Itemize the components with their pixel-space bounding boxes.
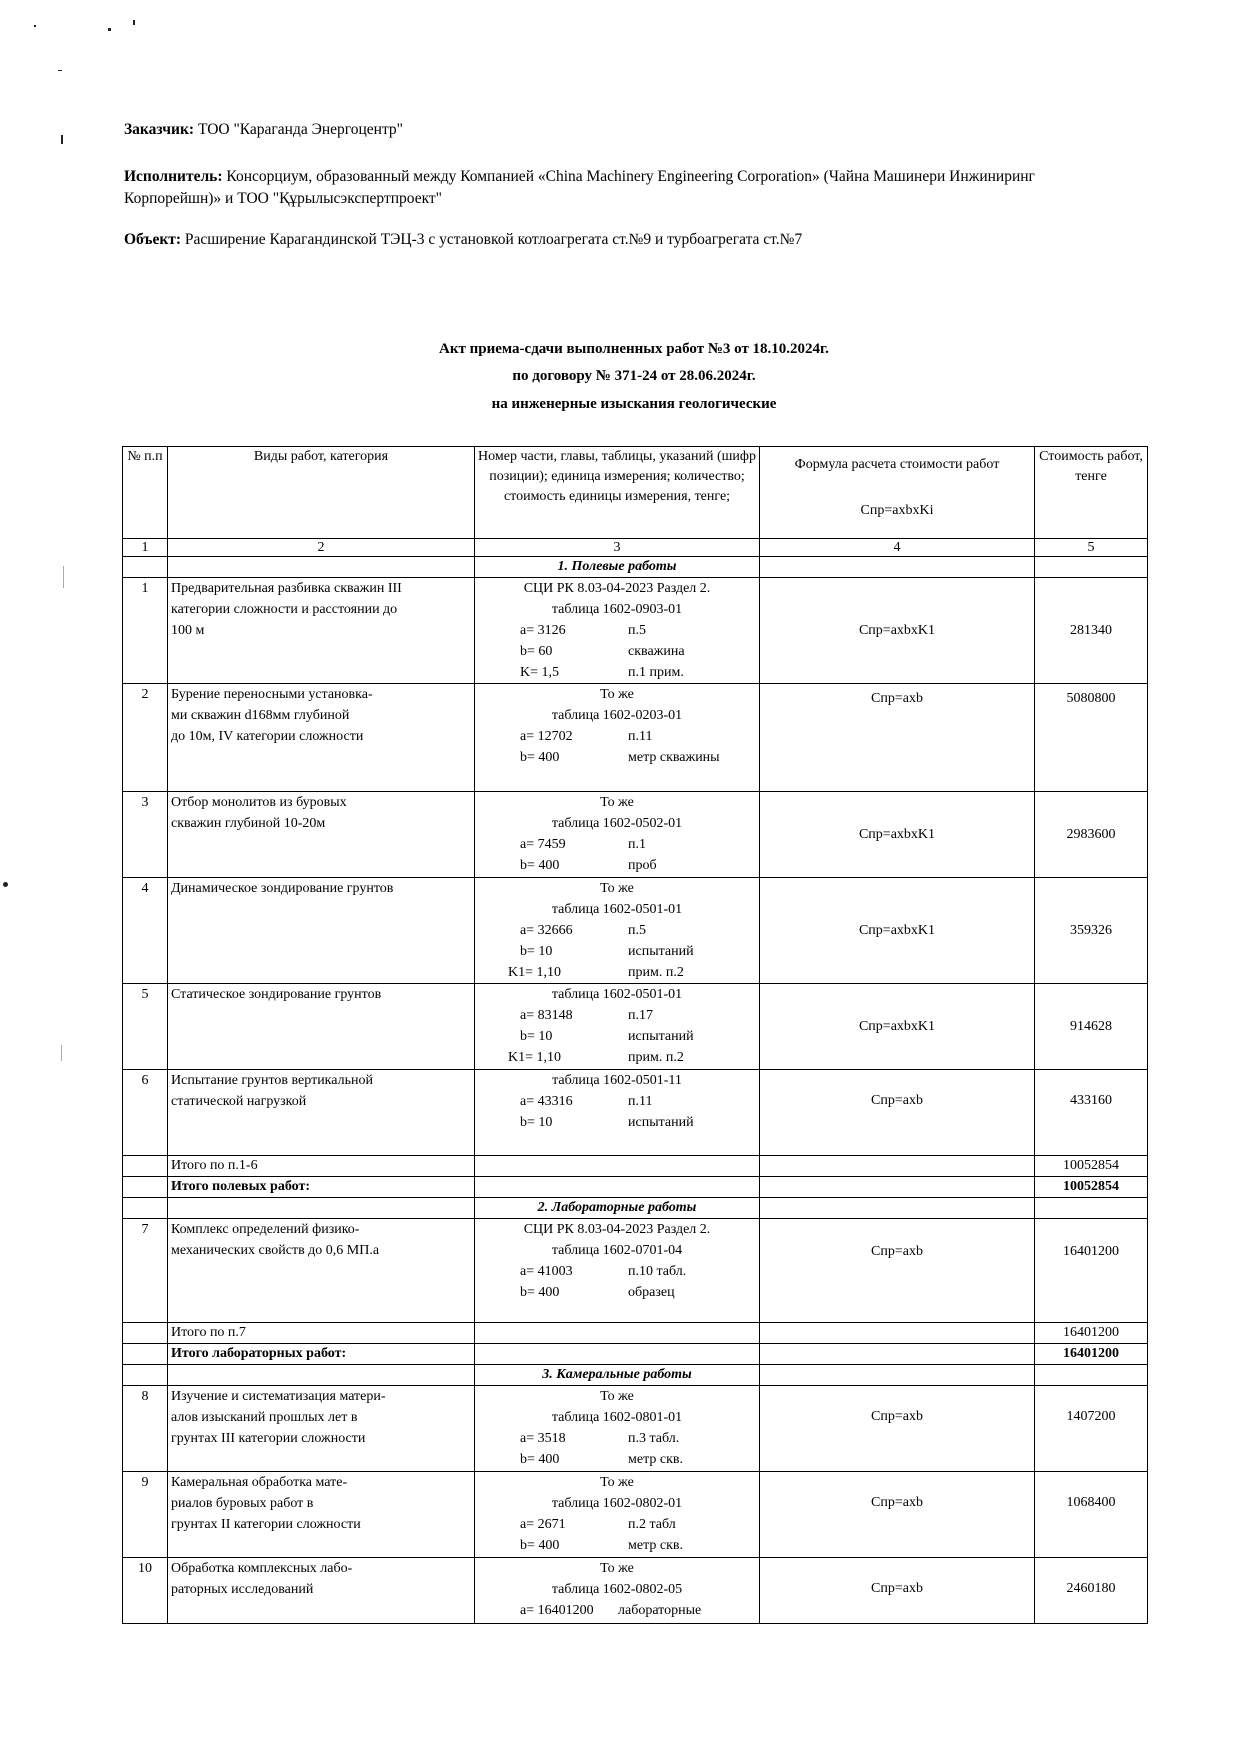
param-unit: п.10 табл. [628, 1264, 687, 1279]
param-line [478, 855, 756, 876]
subtotal-row [123, 1323, 1148, 1344]
row-number: 9 [123, 1472, 168, 1558]
param-value: b= 10 [520, 1115, 553, 1130]
formula-cell: Спр=axb [760, 1070, 1035, 1156]
formula-cell: Спр=axbxK1 [760, 984, 1035, 1070]
header-number: № п.п [123, 447, 168, 539]
table-header-row [123, 447, 1148, 539]
reference-cell [475, 984, 760, 1070]
table-row [123, 1472, 1148, 1558]
param-unit: испытаний [628, 1029, 694, 1044]
param-value: a= 3126 [520, 623, 566, 638]
header-formula-label: Формула расчета стоимости работ [794, 457, 1000, 472]
contractor-value-line2: Корпорейшн)» и ТОО "Құрылысэкспертпроект" [124, 190, 443, 207]
scan-speck [58, 70, 62, 71]
reference-cell [475, 684, 760, 792]
reference-line: таблица 1602-0501-01 [551, 902, 683, 917]
column-number: 1 [123, 539, 168, 557]
formula-cell: Спр=axbxK1 [760, 578, 1035, 684]
subtotal-value: 16401200 [1035, 1323, 1148, 1344]
row-number: 1 [123, 578, 168, 684]
work-name [168, 984, 475, 1070]
work-name [168, 1070, 475, 1156]
param-line [478, 834, 756, 855]
param-unit: прим. п.2 [628, 965, 684, 980]
param-value: a= 16401200 [520, 1603, 594, 1618]
formula-cell: Спр=axb [760, 1558, 1035, 1624]
param-value: K1= 1,10 [508, 965, 562, 980]
header-formula-expression: Спр=axbxKi [860, 503, 934, 518]
param-unit: скважина [628, 644, 685, 659]
param-line [478, 1026, 756, 1047]
section-title-office: 3. Камеральные работы [475, 1365, 760, 1386]
formula-cell: Спр=axbxK1 [760, 878, 1035, 984]
row-number: 7 [123, 1219, 168, 1323]
reference-cell [475, 1070, 760, 1156]
reference-cell [475, 1219, 760, 1323]
param-value: a= 7459 [520, 837, 566, 852]
reference-line: СЦИ РК 8.03-04-2023 Раздел 2. [523, 581, 711, 596]
table-row [123, 1386, 1148, 1472]
work-name-line: до 10м, IV категории сложности [171, 729, 364, 744]
reference-cell [475, 878, 760, 984]
row-number: 4 [123, 878, 168, 984]
cost-cell: 5080800 [1035, 684, 1148, 792]
works-table [122, 446, 1148, 1624]
reference-line: таблица 1602-0802-05 [551, 1582, 683, 1597]
total-row [123, 1344, 1148, 1365]
param-line [478, 1005, 756, 1026]
work-name-line: 100 м [171, 623, 205, 638]
reference-line: То же [600, 1389, 634, 1404]
cost-cell: 2983600 [1035, 792, 1148, 878]
work-name-line: Обработка комплексных лабо- [171, 1561, 353, 1576]
work-name-line: риалов буровых работ в [171, 1496, 314, 1511]
reference-line: То же [600, 1475, 634, 1490]
work-name-line: Предварительная разбивка скважин III [171, 581, 402, 596]
param-line [478, 1514, 756, 1535]
row-number: 2 [123, 684, 168, 792]
param-value: a= 3518 [520, 1431, 566, 1446]
param-unit: п.11 [628, 729, 653, 744]
total-field-value: 10052854 [1035, 1177, 1148, 1198]
section-row-lab [123, 1198, 1148, 1219]
param-line [478, 1091, 756, 1112]
scan-speck [34, 25, 36, 27]
total-row [123, 1177, 1148, 1198]
param-unit: метр скв. [628, 1452, 683, 1467]
customer-line [124, 119, 1144, 141]
reference-cell [475, 578, 760, 684]
cost-cell: 914628 [1035, 984, 1148, 1070]
work-name-line: скважин глубиной 10-20м [171, 816, 326, 831]
cost-cell: 359326 [1035, 878, 1148, 984]
param-value: a= 32666 [520, 923, 573, 938]
param-unit: проб [628, 858, 657, 873]
param-unit: метр скважины [628, 750, 720, 765]
column-number: 2 [168, 539, 475, 557]
reference-line: таблица 1602-0903-01 [551, 602, 683, 617]
scan-speck [108, 28, 111, 31]
cost-cell: 1407200 [1035, 1386, 1148, 1472]
customer-label: Заказчик: [124, 121, 195, 138]
work-name [168, 792, 475, 878]
column-number: 4 [760, 539, 1035, 557]
act-title: Акт приема-сдачи выполненных работ №3 от 18.10.2024г. [439, 341, 829, 357]
param-line [478, 1261, 756, 1282]
work-name [168, 684, 475, 792]
work-name [168, 1386, 475, 1472]
work-name [168, 878, 475, 984]
param-unit: п.1 [628, 837, 646, 852]
work-name-line: Изучение и систематизация матери- [171, 1389, 386, 1404]
header-cost: Стоимость работ, тенге [1035, 447, 1148, 539]
param-line [478, 1449, 756, 1470]
customer-value: ТОО "Караганда Энергоцентр" [197, 121, 403, 138]
work-name [168, 1558, 475, 1624]
param-line [478, 1428, 756, 1449]
work-name-line: Камеральная обработка мате- [171, 1475, 348, 1490]
work-name-line: раторных исследований [171, 1582, 314, 1597]
param-unit: образец [628, 1285, 675, 1300]
cost-cell: 1068400 [1035, 1472, 1148, 1558]
formula-cell: Спр=axb [760, 1472, 1035, 1558]
param-unit: лабораторные [618, 1603, 702, 1618]
param-line [478, 1112, 756, 1133]
reference-line: таблица 1602-0501-11 [552, 1073, 682, 1088]
param-line [478, 1600, 756, 1621]
param-line [478, 1535, 756, 1556]
cost-cell: 281340 [1035, 578, 1148, 684]
work-name-line: механических свойств до 0,6 МП.а [171, 1243, 380, 1258]
param-value: a= 12702 [520, 729, 573, 744]
work-name [168, 1472, 475, 1558]
formula-cell: Спр=axb [760, 1219, 1035, 1323]
work-name-line: Динамическое зондирование грунтов [171, 881, 394, 896]
param-line [478, 1282, 756, 1303]
param-line [478, 662, 756, 683]
contractor-block [124, 166, 1144, 210]
reference-line: таблица 1602-0501-01 [551, 987, 683, 1002]
table-row [123, 792, 1148, 878]
work-name-line: алов изысканий прошлых лет в [171, 1410, 358, 1425]
section-title-lab: 2. Лабораторные работы [475, 1198, 760, 1219]
reference-cell [475, 1386, 760, 1472]
work-name-line: Статическое зондирование грунтов [171, 987, 382, 1002]
work-name-line: Комплекс определений физико- [171, 1222, 360, 1237]
reference-cell [475, 792, 760, 878]
column-number: 3 [475, 539, 760, 557]
param-value: b= 10 [520, 944, 553, 959]
param-value: b= 400 [520, 858, 560, 873]
total-lab-value: 16401200 [1035, 1344, 1148, 1365]
param-unit: прим. п.2 [628, 1050, 684, 1065]
work-name-line: категории сложности и расстоянии до [171, 602, 398, 617]
work-name-line: статической нагрузкой [171, 1094, 307, 1109]
param-value: b= 400 [520, 1285, 560, 1300]
table-row [123, 578, 1148, 684]
object-value: Расширение Карагандинской ТЭЦ-3 с установкой котлоагрегата ст.№9 и турбоагрегата ст.№7 [184, 231, 803, 248]
column-number-row [123, 539, 1148, 557]
cost-cell: 433160 [1035, 1070, 1148, 1156]
param-value: a= 2671 [520, 1517, 566, 1532]
param-line [478, 641, 756, 662]
reference-line: СЦИ РК 8.03-04-2023 Раздел 2. [523, 1222, 711, 1237]
param-unit: п.11 [628, 1094, 653, 1109]
scan-speck [133, 20, 135, 25]
param-line [478, 726, 756, 747]
param-unit: п.17 [628, 1008, 653, 1023]
work-name [168, 1219, 475, 1323]
cost-cell: 16401200 [1035, 1219, 1148, 1323]
table-row [123, 1558, 1148, 1624]
contract-subtitle: по договору № 371-24 от 28.06.2024г. [512, 368, 756, 384]
header-reference: Номер части, главы, таблицы, указаний (шифр позиции); единица измерения; количество; стоимость единицы измерения, тенге; [475, 447, 760, 539]
work-name [168, 578, 475, 684]
param-unit: п.1 прим. [628, 665, 684, 680]
formula-cell: Спр=axb [760, 684, 1035, 792]
param-line [478, 941, 756, 962]
table-row [123, 1219, 1148, 1323]
reference-line: То же [600, 795, 634, 810]
param-line [478, 747, 756, 768]
work-name-line: Испытание грунтов вертикальной [171, 1073, 373, 1088]
formula-cell: Спр=axbxK1 [760, 792, 1035, 878]
param-value: b= 60 [520, 644, 553, 659]
section-title-field: 1. Полевые работы [475, 557, 760, 578]
works-subtitle: на инженерные изыскания геологические [491, 396, 777, 412]
param-value: b= 400 [520, 1538, 560, 1553]
param-value: K= 1,5 [520, 665, 560, 680]
scan-speck [61, 135, 63, 144]
reference-line: То же [600, 687, 634, 702]
param-line [478, 962, 756, 983]
reference-line: таблица 1602-0801-01 [551, 1410, 683, 1425]
contractor-value-line1: Консорциум, образованный между Компанией «China Machinery Engineering Corporation» (Чайна Машинери Инжиниринг [226, 168, 1035, 185]
param-unit: метр скв. [628, 1538, 683, 1553]
param-value: a= 41003 [520, 1264, 573, 1279]
header-formula [760, 447, 1035, 539]
formula-cell: Спр=axb [760, 1386, 1035, 1472]
param-line [478, 620, 756, 641]
row-number: 5 [123, 984, 168, 1070]
contractor-label: Исполнитель: [124, 168, 223, 185]
row-number: 6 [123, 1070, 168, 1156]
reference-line: То же [600, 881, 634, 896]
reference-line: таблица 1602-0802-01 [551, 1496, 683, 1511]
param-value: b= 400 [520, 1452, 560, 1467]
reference-line: таблица 1602-0203-01 [551, 708, 683, 723]
row-number: 8 [123, 1386, 168, 1472]
table-row [123, 1070, 1148, 1156]
subtotal-row [123, 1156, 1148, 1177]
object-label: Объект: [124, 231, 182, 248]
param-unit: п.5 [628, 923, 646, 938]
reference-cell [475, 1558, 760, 1624]
cost-cell: 2460180 [1035, 1558, 1148, 1624]
work-name-line: Отбор монолитов из буровых [171, 795, 347, 810]
param-unit: испытаний [628, 1115, 694, 1130]
param-unit: п.5 [628, 623, 646, 638]
object-line [124, 229, 1144, 251]
total-field-label: Итого полевых работ: [168, 1177, 475, 1198]
scan-speck [63, 566, 64, 588]
param-value: K1= 1,10 [508, 1050, 562, 1065]
param-value: b= 400 [520, 750, 560, 765]
subtotal-label: Итого по п.7 [168, 1323, 475, 1344]
column-number: 5 [1035, 539, 1148, 557]
work-name-line: грунтах III категории сложности [171, 1431, 366, 1446]
header-work-type: Виды работ, категория [168, 447, 475, 539]
scan-speck [61, 1045, 62, 1061]
subtotal-value: 10052854 [1035, 1156, 1148, 1177]
section-row-office [123, 1365, 1148, 1386]
param-value: a= 83148 [520, 1008, 573, 1023]
scan-speck [3, 882, 8, 887]
reference-line: таблица 1602-0502-01 [551, 816, 683, 831]
reference-line: То же [600, 1561, 634, 1576]
row-number: 10 [123, 1558, 168, 1624]
param-unit: испытаний [628, 944, 694, 959]
param-line [478, 920, 756, 941]
work-name-line: Бурение переносными установка- [171, 687, 373, 702]
param-unit: п.2 табл [628, 1517, 676, 1532]
param-line [478, 1047, 756, 1068]
work-name-line: ми скважин d168мм глубиной [171, 708, 350, 723]
param-unit: п.3 табл. [628, 1431, 680, 1446]
row-number: 3 [123, 792, 168, 878]
table-row [123, 684, 1148, 792]
param-value: b= 10 [520, 1029, 553, 1044]
reference-cell [475, 1472, 760, 1558]
reference-line: таблица 1602-0701-04 [551, 1243, 683, 1258]
table-row [123, 878, 1148, 984]
section-row-field [123, 557, 1148, 578]
work-name-line: грунтах II категории сложности [171, 1517, 361, 1532]
total-lab-label: Итого лабораторных работ: [168, 1344, 475, 1365]
table-row [123, 984, 1148, 1070]
subtotal-label: Итого по п.1-6 [168, 1156, 475, 1177]
param-value: a= 43316 [520, 1094, 573, 1109]
